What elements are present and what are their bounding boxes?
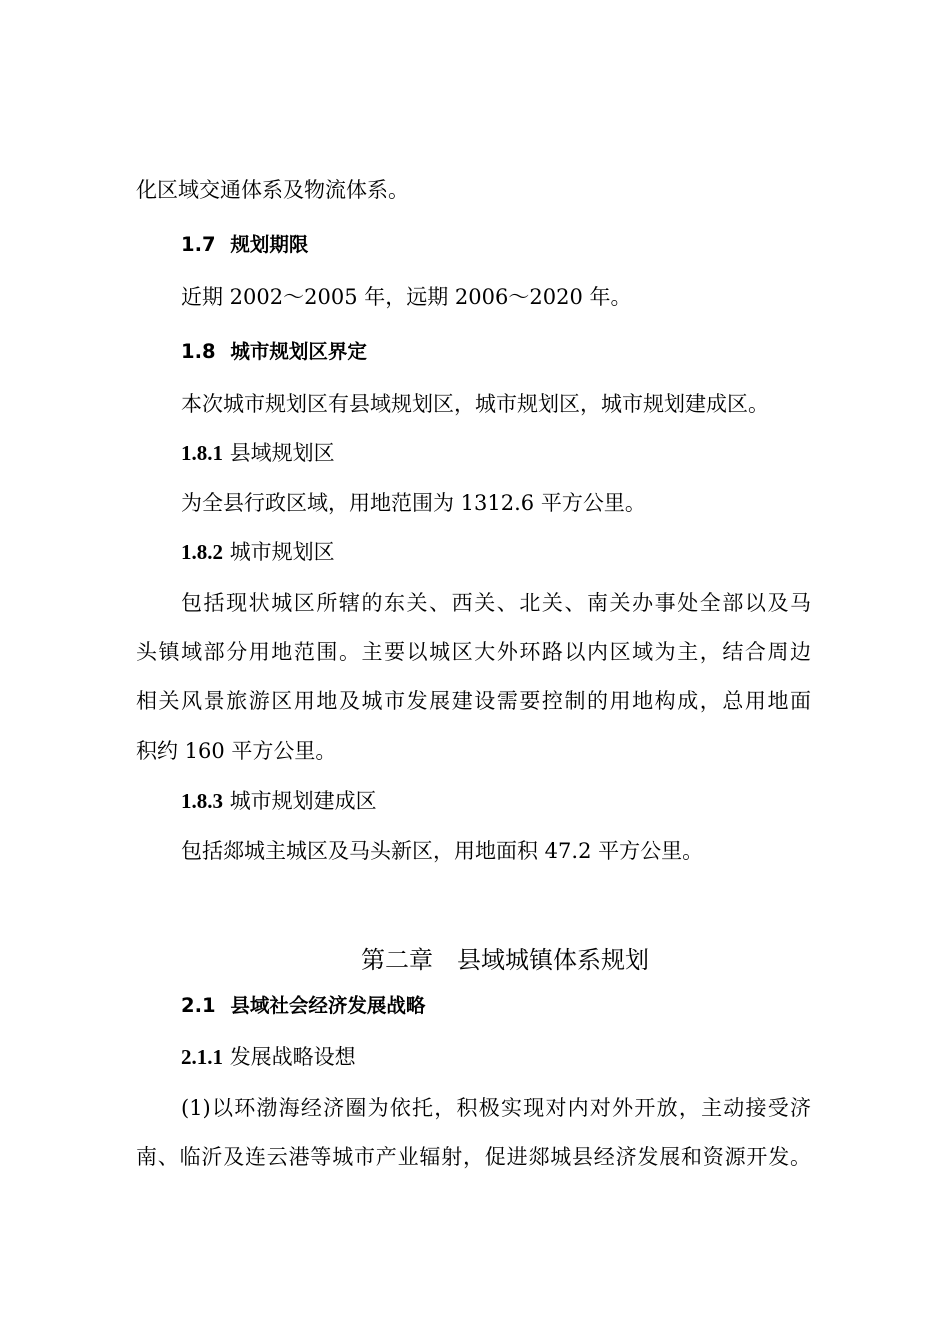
section-number: 2.1 — [181, 994, 216, 1017]
subsection-title: 城市规划建成区 — [229, 789, 377, 813]
subsection-number: 2.1.1 — [181, 1045, 223, 1069]
paragraph-strategy-line-2: 南、临沂及连云港等城市产业辐射，促进郯城县经济发展和资源开发。 — [136, 1145, 811, 1169]
section-heading-1-8 — [181, 338, 871, 366]
paragraph-city-line-1: 包括现状城区所辖的东关、西关、北关、南关办事处全部以及马 — [181, 591, 811, 615]
chapter-title: 第二章 县域城镇体系规划 — [361, 946, 649, 974]
paragraph-county: 为全县行政区域，用地范围为 1312.6 平方公里。 — [181, 491, 646, 515]
paragraph-continuation: 化区域交通体系及物流体系。 — [136, 178, 409, 202]
paragraph-city-line-2: 头镇域部分用地范围。主要以城区大外环路以内区域为主，结合周边 — [136, 640, 811, 664]
paragraph-strategy-line-1: (1)以环渤海经济圈为依托，积极实现对内对外开放，主动接受济 — [181, 1096, 811, 1120]
section-number: 1.8 — [181, 340, 216, 363]
section-title: 规划期限 — [230, 233, 309, 256]
paragraph-scope: 本次城市规划区有县域规划区，城市规划区，城市规划建成区。 — [181, 392, 769, 416]
subsection-number: 1.8.1 — [181, 441, 223, 465]
subsection-title: 县域规划区 — [229, 441, 335, 465]
section-heading-2-1 — [181, 992, 871, 1020]
paragraph-city-line-4: 积约 160 平方公里。 — [136, 739, 337, 763]
subsection-title: 发展战略设想 — [229, 1045, 356, 1069]
section-number: 1.7 — [181, 233, 216, 256]
paragraph-city-line-3: 相关风景旅游区用地及城市发展建设需要控制的用地构成，总用地面 — [136, 689, 811, 713]
paragraph-period: 近期 2002～2005 年，远期 2006～2020 年。 — [181, 285, 632, 309]
subsection-heading-1-8-3 — [181, 787, 871, 815]
subsection-number: 1.8.3 — [181, 789, 223, 813]
section-heading-1-7 — [181, 231, 871, 259]
paragraph-built-area: 包括郯城主城区及马头新区，用地面积 47.2 平方公里。 — [181, 839, 704, 863]
subsection-heading-1-8-1 — [181, 439, 871, 467]
section-title: 城市规划区界定 — [230, 340, 367, 363]
subsection-number: 1.8.2 — [181, 540, 223, 564]
subsection-heading-1-8-2 — [181, 538, 871, 566]
subsection-title: 城市规划区 — [229, 540, 335, 564]
subsection-heading-2-1-1 — [181, 1043, 871, 1071]
section-title: 县域社会经济发展战略 — [230, 994, 426, 1017]
